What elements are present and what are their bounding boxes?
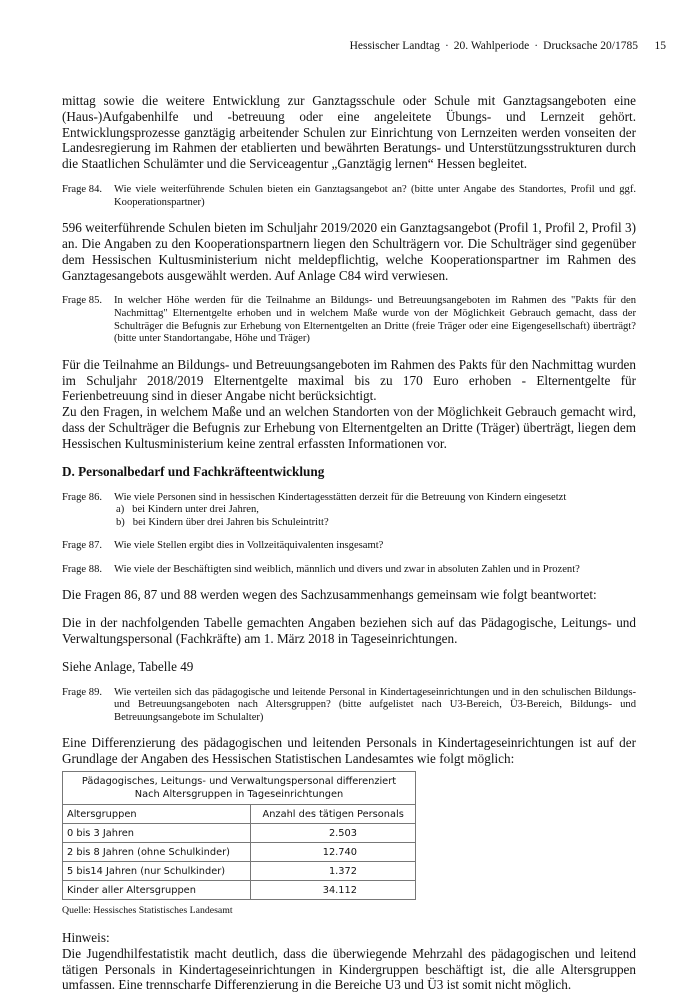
question-87 xyxy=(62,540,636,553)
question-86 xyxy=(62,492,636,530)
personnel-table-wrapper xyxy=(62,771,416,900)
staff-count-cell: 12.740 xyxy=(251,843,416,862)
table-source: Quelle: Hessisches Statistisches Landesamt xyxy=(62,905,233,917)
question-88 xyxy=(62,564,636,577)
table-row xyxy=(63,881,416,900)
column-header-age-groups: Altersgruppen xyxy=(63,805,251,824)
age-group-cell: 0 bis 3 Jahren xyxy=(63,824,251,843)
personnel-table xyxy=(62,771,416,900)
table-caption-line-1: Pädagogisches, Leitungs- und Verwaltungspersonal differenziert xyxy=(81,776,397,788)
question-label: Frage 88. xyxy=(62,563,103,575)
question-86-text: Wie viele Personen sind in hessischen Kindertagesstätten derzeit für die Betreuung von Kindern eingesetzt xyxy=(114,491,567,503)
page-number: 15 xyxy=(654,40,666,52)
table-row xyxy=(63,862,416,881)
table-row xyxy=(63,824,416,843)
column-header-staff-count: Anzahl des tätigen Personals xyxy=(251,805,416,824)
answer-86-88-paragraph-1: Die Fragen 86, 87 und 88 werden wegen des Sachzusammenhangs gemeinsam wie folgt beantwortet: xyxy=(62,587,597,603)
table-header-row xyxy=(63,805,416,824)
age-group-cell: 5 bis14 Jahren (nur Schulkinder) xyxy=(63,862,251,881)
staff-count-cell: 34.112 xyxy=(251,881,416,900)
question-label: Frage 87. xyxy=(62,540,103,552)
question-text: Wie verteilen sich das pädagogische und leitende Personal in Kindertageseinrichtungen und in den schulischen Bildungs- und Betreuungsangeboten nach Altersgruppen? (bitte aufgelistet nach U3-Bereich, Ü3-Bereich, Bildungs- und Betreuungsangebote im Schulalter) xyxy=(114,686,636,723)
note-title: Hinweis: xyxy=(62,930,110,946)
question-85 xyxy=(62,295,636,345)
page-header xyxy=(62,40,666,52)
question-89 xyxy=(62,687,636,725)
page-content xyxy=(62,93,636,993)
age-group-cell: Kinder aller Altersgruppen xyxy=(63,881,251,900)
table-caption xyxy=(63,772,416,805)
question-84 xyxy=(62,184,636,209)
header-document: Drucksache 20/1785 xyxy=(543,40,638,52)
section-heading: D. Personalbedarf und Fachkräfteentwicklung xyxy=(62,463,325,479)
question-text: Wie viele Stellen ergibt dies in Vollzeitäquivalenten insgesamt? xyxy=(114,540,384,552)
header-parliament: Hessischer Landtag xyxy=(349,40,440,52)
question-label: Frage 84. xyxy=(62,183,103,195)
header-separator: · xyxy=(534,40,539,52)
question-label: Frage 85. xyxy=(62,295,103,307)
answer-85-paragraph-1: Für die Teilnahme an Bildungs- und Betreuungsangeboten im Rahmen des Pakts für den Nachmittag wurden im Schuljahr 2018/2019 Elternentgelte maximal bis zu 170 Euro erhoben - Elternentgelte für Ferienbetreuung sind in dieser Angabe nicht berücksichtigt. xyxy=(62,356,636,404)
annex-reference: Siehe Anlage, Tabelle 49 xyxy=(62,658,194,674)
question-text: Wie viele weiterführende Schulen bieten ein Ganztagsangebot an? (bitte unter Angabe des Standortes, Profil und ggf. Kooperationspartner) xyxy=(114,183,636,208)
answer-85-paragraph-2: Zu den Fragen, in welchem Maße und an welchen Standorten von der Möglichkeit Gebrauch gemacht wird, dass der Schulträger die Befugnis zur Erhebung von Elternentgelten an Dritte (Träger) überträgt, liegen dem Hessischen Kultusministerium keine zentral erfassten Informationen vor. xyxy=(62,404,636,451)
answer-86-88-paragraph-2: Die in der nachfolgenden Tabelle gemachten Angaben beziehen sich auf das Pädagogische, Leitungs- und Verwaltungspersonal (Fachkräfte) am 1. März 2018 in Tageseinrichtungen. xyxy=(62,615,636,647)
table-caption-line-2: Nach Altersgruppen in Tageseinrichtungen xyxy=(134,789,344,801)
note-text: Die Jugendhilfestatistik macht deutlich, dass die überwiegende Mehrzahl des pädagogischen und leitend tätigen Personals in Kindertageseinrichtungen in Kindergruppen beschäftigt ist, die alle Altersgruppen umfassen. Eine trennscharfe Differenzierung in die Bereiche U3 und Ü3 ist somit nicht möglich. xyxy=(62,945,636,993)
age-group-cell: 2 bis 8 Jahren (ohne Schulkinder) xyxy=(63,843,251,862)
question-label: Frage 89. xyxy=(62,686,103,698)
table-row xyxy=(63,843,416,862)
question-text xyxy=(114,492,636,530)
header-period: 20. Wahlperiode xyxy=(453,40,530,52)
staff-count-cell: 1.372 xyxy=(251,862,416,881)
staff-count-cell: 2.503 xyxy=(251,824,416,843)
question-text: Wie viele der Beschäftigten sind weiblich, männlich und divers und zwar in absoluten Zahlen und in Prozent? xyxy=(114,563,580,575)
question-86-subitems xyxy=(114,504,636,529)
question-text: In welcher Höhe werden für die Teilnahme an Bildungs- und Betreuungsangeboten im Rahmen des "Pakts für den Nachmittag" Elternentgelte erhoben und in welchem Maße wurde von der Möglichkeit Gebrauch gemacht, dass der Schulträger die Befugnis zur Erhebung von Elternentgelten an Dritte (freie Träger oder eine Eigengesellschaft) überträgt? (bitte unter Standortangabe, Höhe und Träger) xyxy=(114,295,636,345)
intro-paragraph: mittag sowie die weitere Entwicklung zur Ganztagsschule oder Schule mit Ganztagsangeboten eine (Haus-)Aufgabenhilfe und -betreuung oder eine angeleitete Übungs- und Lernzeit gehört. Entwicklungsprozesse ganztägig arbeitender Schulen zur Einrichtung von Lernzeiten werden vonseiten der Landesregierung im Rahmen der etablierten und bewährten Beratungs- und Unterstützungsstrukturen durch die Staatlichen Schulämter und die Serviceagentur „Ganztägig lernen“ Hessen begleitet. xyxy=(62,93,636,172)
answer-89-intro: Eine Differenzierung des pädagogischen und leitenden Personals in Kindertageseinrichtungen ist auf der Grundlage der Angaben des Hessischen Statistischen Landesamtes wie folgt möglich: xyxy=(62,735,636,767)
answer-84: 596 weiterführende Schulen bieten im Schuljahr 2019/2020 ein Ganztagsangebot (Profil 1, Profil 2, Profil 3) an. Die Angaben zu den Kooperationspartnern liegen den Schulträgern vor. Die Schulträger sind gegenüber dem Hessischen Kultusministerium nicht meldepflichtig, welche Kooperationspartner im Rahmen des Ganztagesangebots ausgewählt werden. Auf Anlage C84 wird verwiesen. xyxy=(62,220,636,283)
subitem-a: a) bei Kindern unter drei Jahren, xyxy=(116,504,259,516)
subitem-b: b) bei Kindern über drei Jahren bis Schuleintritt? xyxy=(116,516,329,528)
header-separator: · xyxy=(444,40,449,52)
question-label: Frage 86. xyxy=(62,491,103,503)
